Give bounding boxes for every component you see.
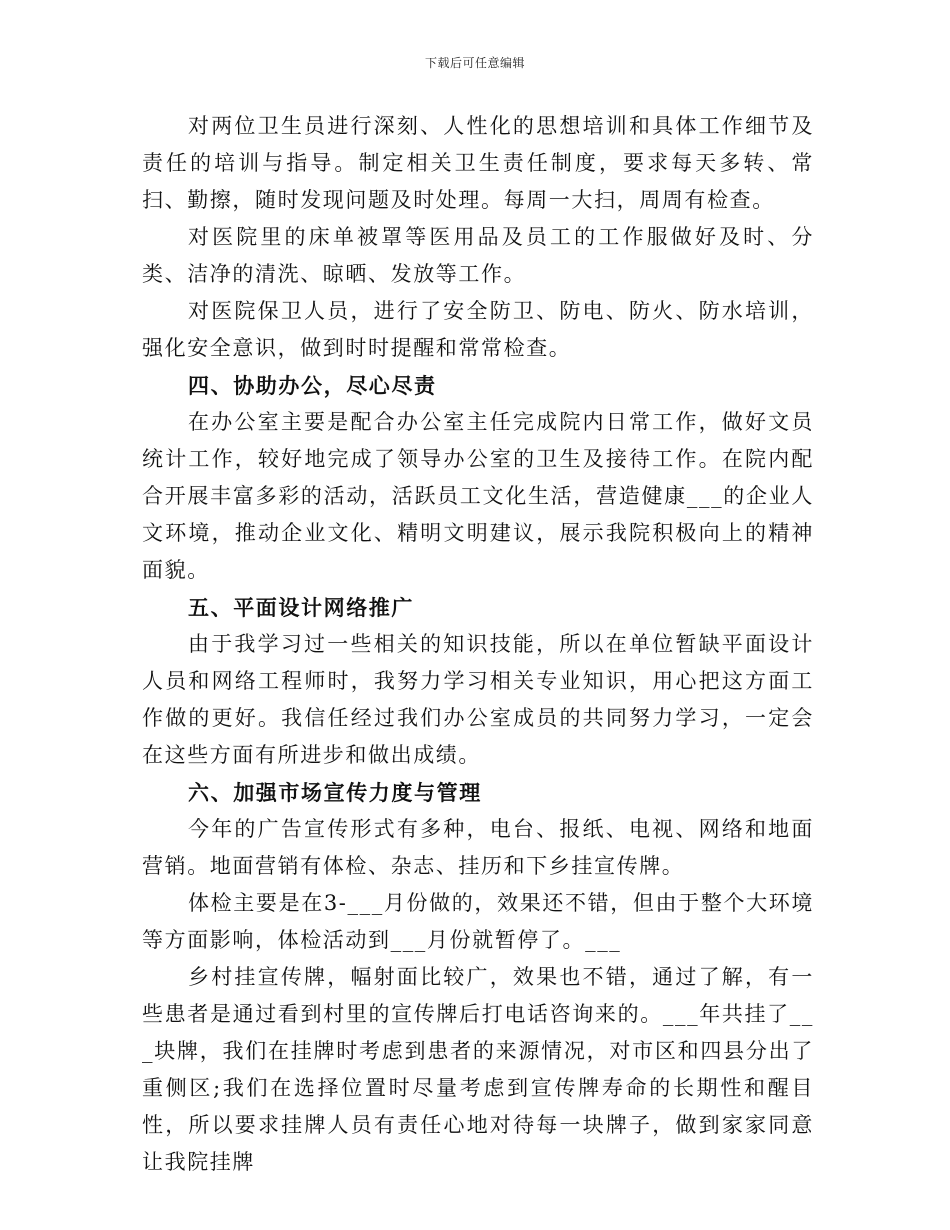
paragraph-design-work: 由于我学习过一些相关的知识技能，所以在单位暂缺平面设计人员和网络工程师时，我努力学习相关专业知识，用心把这方面工作做的更好。我信任经过我们办公室成员的共同努力学习，一定会在这些方面有所进步和做出成绩。	[142, 632, 814, 767]
paragraph-cleaning-training: 对两位卫生员进行深刻、人性化的思想培训和具体工作细节及责任的培训与指导。制定相关卫生责任制度，要求每天多转、常扫、勤擦，随时发现问题及时处理。每周一大扫，周周有检查。	[142, 114, 814, 212]
paragraph-office-work: 在办公室主要是配合办公室主任完成院内日常工作，做好文员统计工作，较好地完成了领导办公室的卫生及接待工作。在院内配合开展丰富多彩的活动，活跃员工文化生活，营造健康___的企业人文环境，推动企业文化、精明文明建议，展示我院积极向上的精神面貌。	[142, 410, 814, 582]
paragraph-health-check: 体检主要是在3-___月份做的，效果还不错，但由于整个大环境等方面影响，体检活动到___月份就暂停了。___	[142, 891, 814, 952]
paragraph-linen-washing: 对医院里的床单被罩等医用品及员工的工作服做好及时、分类、洁净的清洗、晾晒、发放等工作。	[142, 225, 814, 286]
document-body	[142, 108, 814, 1181]
section-heading-design-promotion: 五、平面设计网络推广	[188, 595, 414, 620]
page-header-note: 下载后可任意编辑	[424, 56, 525, 70]
section-heading-marketing: 六、加强市场宣传力度与管理	[188, 780, 482, 805]
paragraph-ad-forms: 今年的广告宣传形式有多种，电台、报纸、电视、网络和地面营销。地面营销有体检、杂志、挂历和下乡挂宣传牌。	[142, 817, 814, 878]
paragraph-security-training: 对医院保卫人员，进行了安全防卫、防电、防火、防水培训，强化安全意识，做到时时提醒和常常检查。	[142, 299, 814, 360]
section-heading-office-assist: 四、协助办公，尽心尽责	[188, 373, 437, 398]
paragraph-village-signs: 乡村挂宣传牌，幅射面比较广，效果也不错，通过了解，有一些患者是通过看到村里的宣传牌后打电话咨询来的。___年共挂了___块牌，我们在挂牌时考虑到患者的来源情况，对市区和四县分出了重侧区;我们在选择位置时尽量考虑到宣传牌寿命的长期性和醒目性，所以要求挂牌人员有责任心地对待每一块牌子，做到家家同意让我院挂牌	[142, 965, 814, 1174]
